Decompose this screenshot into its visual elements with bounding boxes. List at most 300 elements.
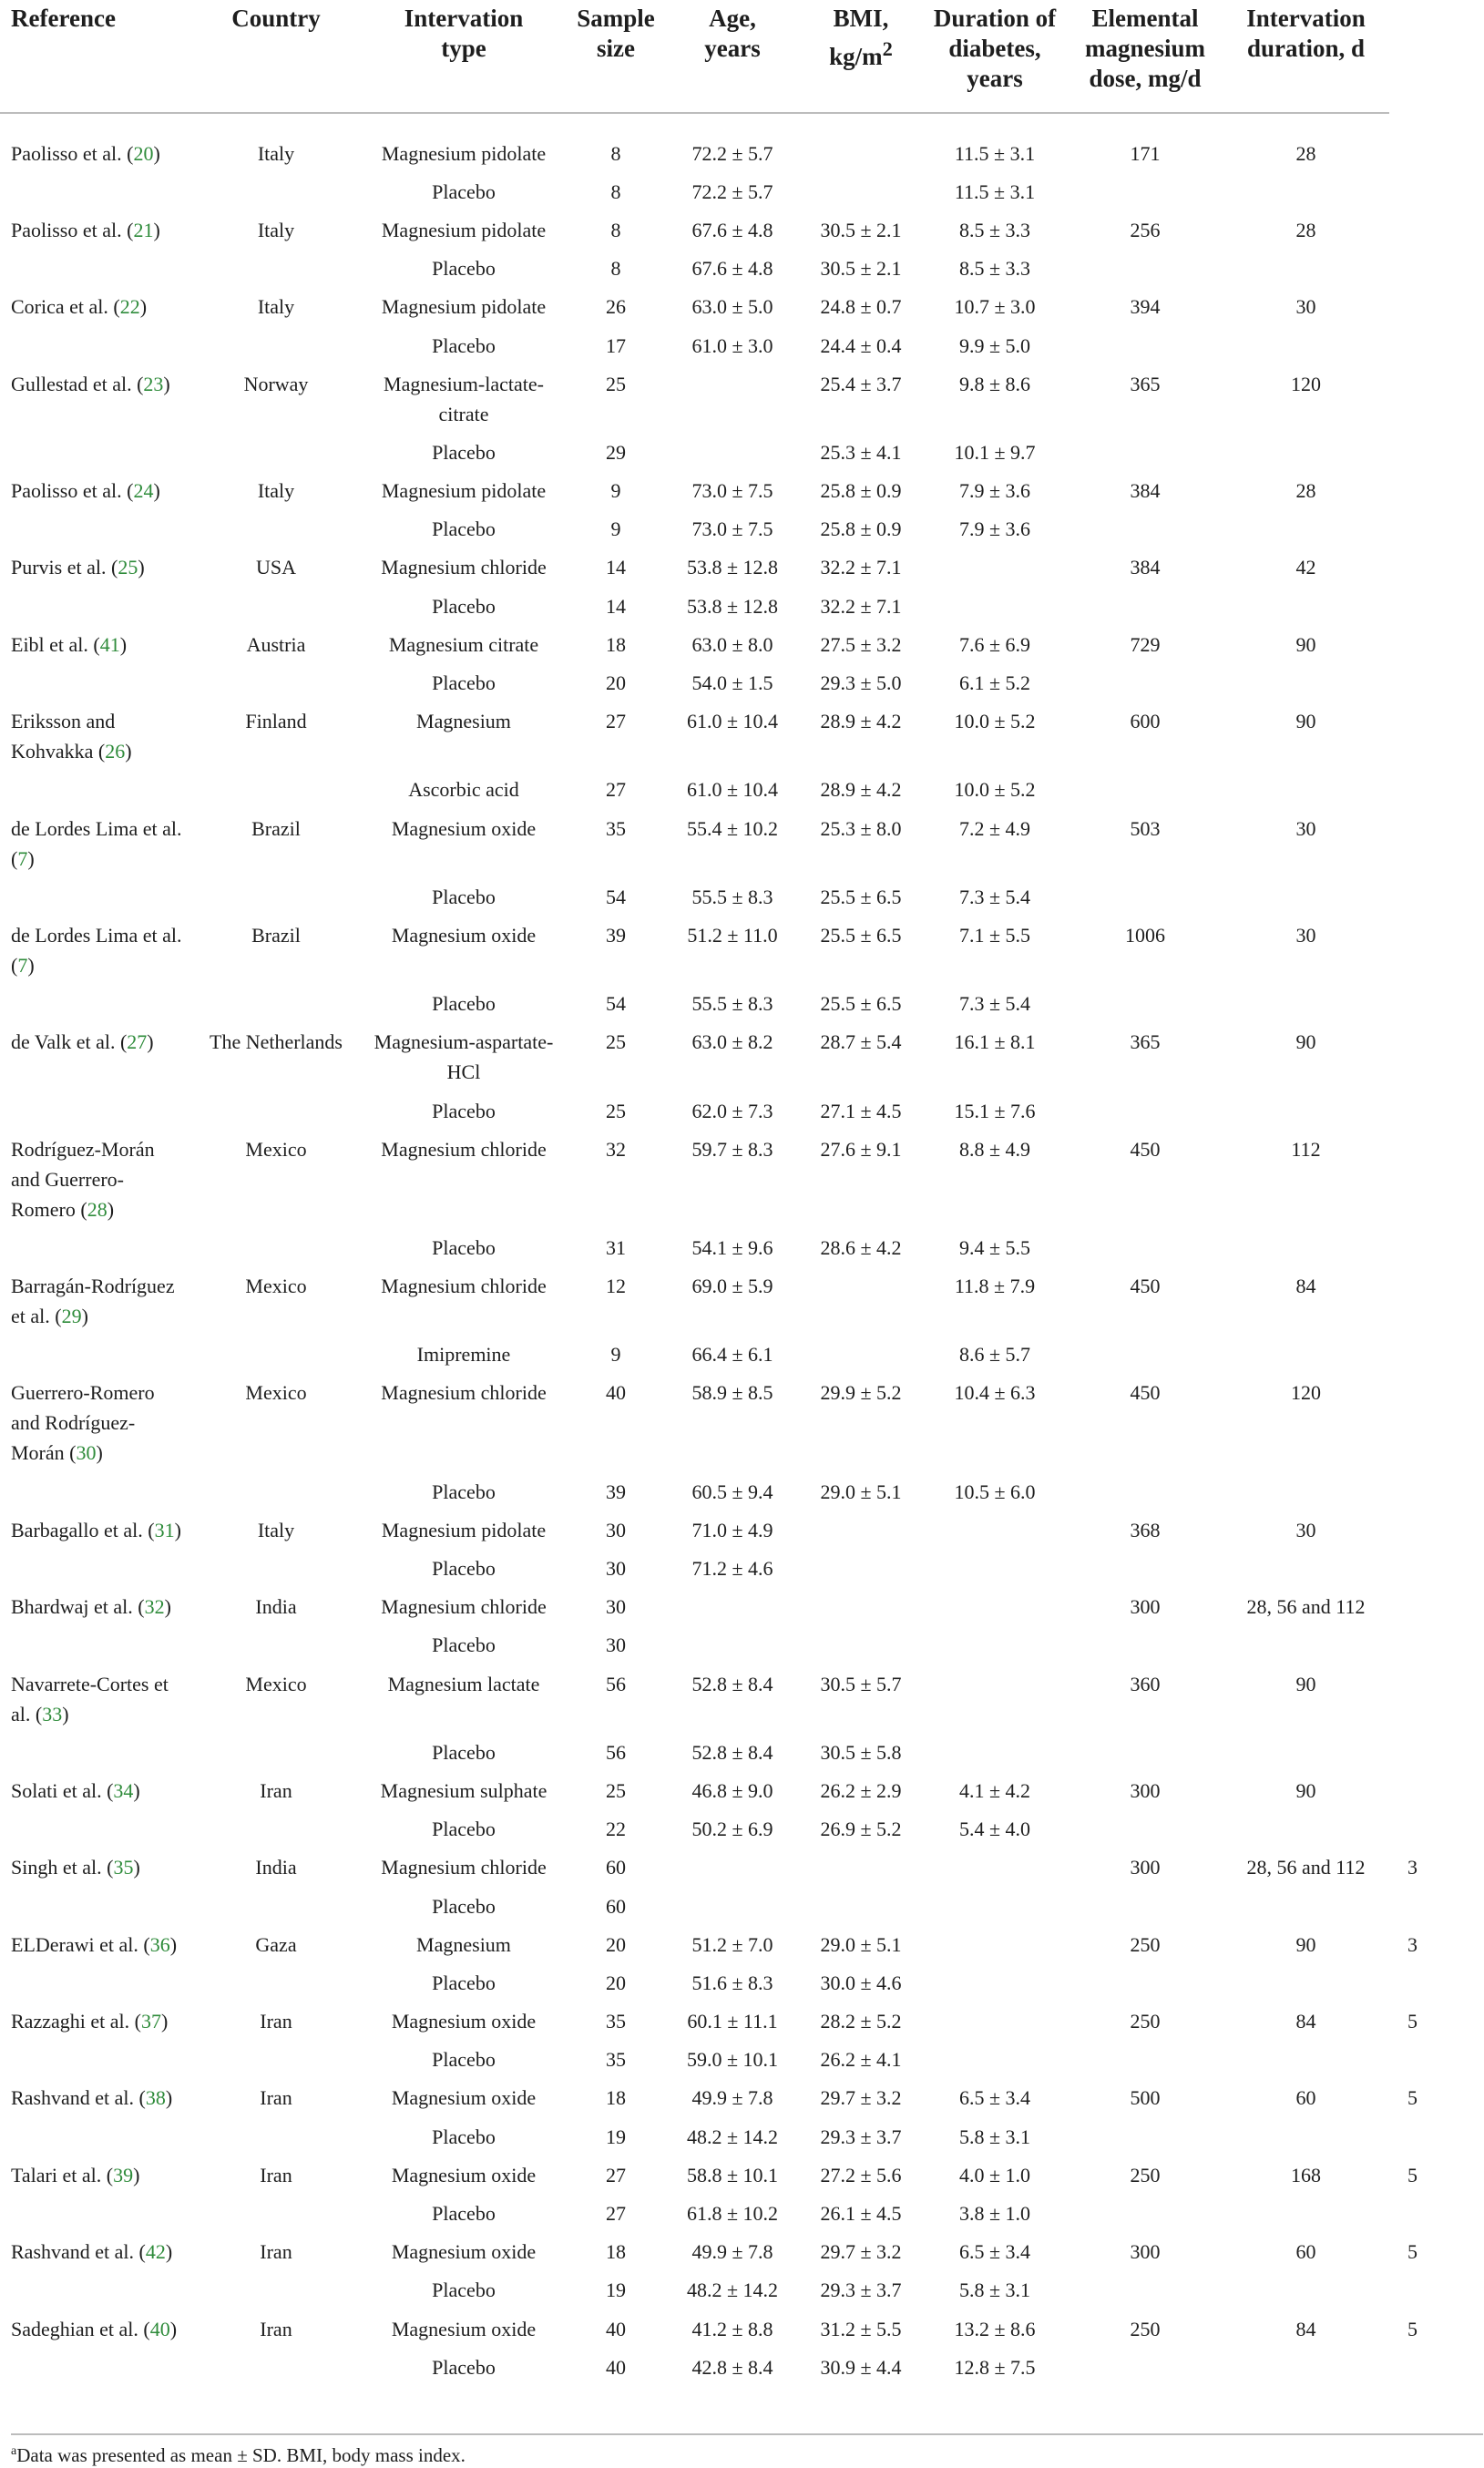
reference-text: Paolisso et al. ( [11,218,134,241]
magnesium-dose-cell: 365 [1130,372,1161,395]
intervation-duration-cell: 30 [1295,295,1316,319]
diabetes-duration-cell [922,1549,1068,1587]
sample-size-cell: 60 [606,1894,626,1918]
reference-cell [0,771,191,809]
age-cell [665,1626,800,1664]
country-cell: Iran [260,2317,292,2340]
age-cell: 67.6 ± 4.8 [691,257,773,281]
reference-cell [0,877,191,916]
intervation-type-cell: Placebo [432,671,496,695]
country-cell: Norway [243,372,309,395]
age-cell: 62.0 ± 7.3 [691,1099,773,1122]
country-cell: Iran [260,1778,292,1802]
citation-close: ) [96,1441,103,1465]
intervation-duration-cell: 30 [1295,816,1316,840]
reference-cell [0,702,191,771]
intervation-duration-cell [1223,2348,1389,2386]
reference-cell [0,364,191,433]
age-cell: 55.5 ± 8.3 [691,992,773,1016]
bmi-cell: 25.8 ± 0.9 [820,479,902,503]
country-cell: Austria [246,632,306,656]
age-cell: 53.8 ± 12.8 [686,594,779,618]
reference-cell [0,663,191,701]
citation-close: ) [174,1518,181,1541]
age-cell: 50.2 ± 6.9 [691,1818,773,1841]
country-cell [191,663,361,701]
bmi-cell: 30.5 ± 2.1 [820,257,902,281]
bmi-cell [800,134,922,172]
age-cell: 55.5 ± 8.3 [691,885,773,908]
sample-size-cell: 27 [606,2163,626,2186]
citation-link[interactable]: 30 [76,1441,97,1465]
diabetes-duration-cell: 7.3 ± 5.4 [958,992,1031,1016]
country-cell: Mexico [245,1137,307,1161]
citation-link[interactable]: 38 [145,2086,166,2110]
citation-close: ) [153,141,160,165]
intervation-duration-cell [1223,2194,1389,2232]
country-cell: Iran [260,2240,292,2264]
magnesium-dose-cell: 365 [1130,1030,1161,1054]
reference-text: Rodríguez-Morán and Guerrero-Romero ( [11,1137,155,1221]
extra-cell [1389,210,1484,249]
bmi-cell: 29.7 ± 3.2 [820,2086,902,2110]
bmi-cell: 24.8 ± 0.7 [820,295,902,319]
country-cell: The Netherlands [210,1030,343,1054]
intervation-duration-cell: 90 [1295,1778,1316,1802]
age-cell: 54.1 ± 9.6 [691,1235,773,1259]
reference-text: Navarrete-Cortes et al. ( [11,1672,169,1726]
citation-link[interactable]: 34 [113,1778,134,1802]
citation-link[interactable]: 41 [99,632,120,656]
extra-cell [1389,1771,1484,1809]
country-cell [191,1887,361,1925]
bmi-cell [800,1267,922,1336]
age-cell: 72.2 ± 5.7 [691,141,773,165]
intervation-type-cell: Magnesium chloride [381,1137,547,1161]
extra-cell [1389,172,1484,210]
magnesium-dose-cell: 503 [1130,816,1161,840]
age-cell [665,1887,800,1925]
reference-text: Gullestad et al. ( [11,372,144,395]
extra-cell [1389,1472,1484,1510]
table-row [0,1848,1484,1887]
diabetes-duration-cell: 10.1 ± 9.7 [954,440,1036,464]
age-cell: 51.2 ± 7.0 [691,1932,773,1956]
extra-cell [1389,364,1484,433]
citation-close: ) [119,632,128,656]
magnesium-dose-cell [1068,510,1223,548]
bmi-cell: 29.9 ± 5.2 [820,1381,902,1405]
intervation-duration-cell: 168 [1291,2163,1321,2186]
header-bmi: BMI, $kg/m^2$ [800,0,922,113]
intervation-duration-cell [1223,587,1389,625]
extra-cell [1389,1374,1484,1472]
reference-text: Barragán-Rodríguez et al. ( [11,1275,175,1328]
sample-size-cell: 14 [606,556,626,579]
citation-link[interactable]: 32 [144,1595,165,1619]
table-row [0,2194,1484,2232]
sample-size-cell: 19 [606,2279,626,2302]
citation-link[interactable]: 23 [143,372,164,395]
citation-link[interactable]: 25 [118,556,138,579]
diabetes-duration-cell: 8.8 ± 4.9 [958,1137,1031,1161]
extra-cell [1389,1549,1484,1587]
age-cell: 48.2 ± 14.2 [686,2125,779,2148]
intervation-type-cell: Magnesium citrate [388,632,539,656]
intervation-type-cell: Placebo [432,2125,496,2148]
table-row [0,1549,1484,1587]
citation-close: ) [81,1305,88,1328]
reference-text: Talari et al. ( [11,2163,114,2186]
table-row [0,625,1484,663]
reference-cell [0,2233,191,2271]
age-cell: 71.0 ± 4.9 [691,1518,773,1541]
reference-cell [0,2079,191,2117]
extra-cell [1389,985,1484,1023]
citation-close: ) [164,1595,171,1619]
diabetes-duration-cell [922,1887,1068,1925]
sample-size-cell: 27 [606,710,626,733]
citation-link[interactable]: 37 [140,2010,161,2033]
age-cell [665,1848,800,1887]
table-row [0,2079,1484,2117]
citation-close: ) [27,846,35,870]
reference-cell [0,1887,191,1925]
reference-cell [0,1733,191,1771]
extra-cell [1389,1626,1484,1664]
reference-cell [0,1510,191,1549]
reference-cell [0,2002,191,2041]
sample-size-cell: 56 [606,1740,626,1764]
country-cell: Italy [257,479,295,503]
intervation-duration-cell [1223,2117,1389,2156]
intervation-type-cell: Placebo [432,992,496,1016]
reference-text: ELDerawi et al. ( [11,1932,150,1956]
magnesium-dose-cell [1068,1810,1223,1848]
reference-text: Rashvand et al. ( [11,2240,146,2264]
table-row [0,288,1484,326]
intervation-type-cell: Placebo [432,1818,496,1841]
magnesium-dose-cell: 729 [1130,632,1161,656]
diabetes-duration-cell [922,2041,1068,2079]
citation-close: ) [165,2240,173,2264]
country-cell: Brazil [251,816,301,840]
age-cell [665,433,800,471]
sample-size-cell: 14 [606,594,626,618]
intervation-duration-cell: 120 [1291,1381,1321,1405]
citation-close: ) [163,372,170,395]
header-spacer [0,113,1484,134]
table-row [0,1963,1484,2002]
intervation-duration-cell: 90 [1295,1932,1316,1956]
reference-text: Eriksson and Kohvakka ( [11,710,116,763]
intervation-type-cell: Placebo [432,2355,496,2379]
bmi-cell: 27.6 ± 9.1 [820,1137,902,1161]
reference-cell [0,1374,191,1472]
country-cell [191,2348,361,2386]
diabetes-duration-cell: 9.8 ± 8.6 [958,372,1031,395]
magnesium-dose-cell: 300 [1130,1856,1161,1879]
diabetes-duration-cell: 16.1 ± 8.1 [954,1030,1036,1054]
extra-cell [1389,472,1484,510]
reference-cell [0,2156,191,2194]
magnesium-dose-cell [1068,587,1223,625]
sample-size-cell: 22 [606,1818,626,1841]
reference-text: Paolisso et al. ( [11,479,134,503]
country-cell [191,1549,361,1587]
country-cell [191,771,361,809]
citation-close: ) [107,1197,115,1221]
magnesium-dose-cell: 256 [1130,218,1161,241]
reference-cell [0,472,191,510]
country-cell [191,877,361,916]
citation-link[interactable]: 20 [133,141,154,165]
magnesium-dose-cell: 394 [1130,295,1161,319]
citation-link[interactable]: 27 [127,1030,148,1054]
citation-link[interactable]: 29 [61,1305,82,1328]
reference-cell [0,587,191,625]
extra-cell [1389,625,1484,663]
table-row [0,1810,1484,1848]
reference-cell [0,134,191,172]
reference-cell [0,548,191,587]
diabetes-duration-cell: 7.2 ± 4.9 [958,816,1031,840]
intervation-type-cell: Placebo [432,2202,496,2226]
reference-text: Bhardwaj et al. ( [11,1595,145,1619]
magnesium-dose-cell [1068,2041,1223,2079]
intervation-duration-cell [1223,1091,1389,1130]
diabetes-duration-cell: 9.4 ± 5.5 [958,1235,1031,1259]
magnesium-dose-cell [1068,2271,1223,2309]
intervation-type-cell: Magnesium [416,1932,511,1956]
reference-text: Singh et al. ( [11,1856,114,1879]
age-cell: 58.9 ± 8.5 [691,1381,773,1405]
extra-cell [1389,2348,1484,2386]
intervation-duration-cell: 120 [1291,372,1321,395]
table-row [0,472,1484,510]
country-cell: Mexico [245,1381,307,1405]
sample-size-cell: 19 [606,2125,626,2148]
intervation-duration-cell [1223,1626,1389,1664]
intervation-type-cell: Placebo [432,1894,496,1918]
bmi-cell: 27.2 ± 5.6 [820,2163,902,2186]
intervation-type-cell: Magnesium oxide [391,2317,537,2340]
intervation-type-cell: Magnesium oxide [391,2086,537,2110]
reference-cell [0,210,191,249]
citation-link[interactable]: 22 [119,295,140,319]
bmi-cell: 26.2 ± 2.9 [820,1778,902,1802]
bmi-cell: 25.8 ± 0.9 [820,517,902,541]
reference-cell [0,2194,191,2232]
diabetes-duration-cell [922,1510,1068,1549]
magnesium-dose-cell [1068,1228,1223,1266]
citation-link[interactable]: 28 [87,1197,107,1221]
magnesium-dose-cell: 1006 [1125,923,1165,947]
country-cell [191,2117,361,2156]
country-cell: Gaza [255,1932,297,1956]
table-row [0,1374,1484,1472]
diabetes-duration-cell [922,1963,1068,2002]
table-footnote [11,2440,466,2467]
sample-size-cell: 20 [606,1971,626,1994]
bmi-cell: 27.5 ± 3.2 [820,632,902,656]
citation-link[interactable]: 21 [133,218,154,241]
reference-text: de Lordes Lima et al. ( [11,816,182,870]
citation-link[interactable]: 24 [133,479,154,503]
extra-cell: 3 [1407,1932,1417,1956]
header-intervation-duration: Intervation duration, d [1223,0,1389,113]
citation-close: ) [125,740,132,763]
reference-cell [0,1130,191,1228]
reference-cell [0,1925,191,1963]
country-cell [191,2271,361,2309]
sample-size-cell: 30 [606,1633,626,1657]
country-cell [191,1472,361,1510]
country-cell [191,1626,361,1664]
citation-close: ) [169,2317,178,2340]
bmi-cell: 32.2 ± 7.1 [820,594,902,618]
intervation-type-cell: Magnesium oxide [391,816,537,840]
table-row [0,1472,1484,1510]
magnesium-dose-cell [1068,2348,1223,2386]
age-cell: 48.2 ± 14.2 [686,2279,779,2302]
magnesium-dose-cell [1068,771,1223,809]
bmi-cell [800,1588,922,1626]
diabetes-duration-cell [922,1664,1068,1733]
intervation-duration-cell: 60 [1295,2240,1316,2264]
citation-close: ) [139,295,148,319]
extra-cell [1389,2194,1484,2232]
citation-link[interactable]: 7 [17,846,28,870]
intervation-type-cell: Magnesium chloride [381,1381,547,1405]
bmi-cell: 31.2 ± 5.5 [820,2317,902,2340]
intervation-type-cell: Magnesium-aspartate-HCl [374,1030,554,1084]
magnesium-dose-cell [1068,1887,1223,1925]
citation-link[interactable]: 40 [149,2317,170,2340]
age-cell: 53.8 ± 12.8 [686,556,779,579]
intervation-duration-cell: 90 [1295,632,1316,656]
intervation-duration-cell [1223,1472,1389,1510]
citation-link[interactable]: 33 [42,1702,63,1726]
extra-cell [1389,1588,1484,1626]
sample-size-cell: 25 [606,372,626,395]
intervation-duration-cell: 84 [1295,2010,1316,2033]
intervation-duration-cell: 30 [1295,923,1316,947]
intervation-type-cell: Placebo [432,1235,496,1259]
diabetes-duration-cell [922,1733,1068,1771]
citation-link[interactable]: 31 [154,1518,175,1541]
age-cell: 60.5 ± 9.4 [691,1480,773,1503]
citation-link[interactable]: 26 [105,740,126,763]
citation-close: ) [147,1030,154,1054]
country-cell [191,250,361,288]
reference-cell [0,1091,191,1130]
citation-link[interactable]: 7 [17,953,28,977]
country-cell: Italy [257,295,295,319]
age-cell: 59.7 ± 8.3 [691,1137,773,1161]
citation-link[interactable]: 39 [113,2163,134,2186]
country-cell [191,1963,361,2002]
intervation-duration-cell [1223,172,1389,210]
magnesium-dose-cell: 450 [1130,1137,1161,1161]
magnesium-dose-cell [1068,2117,1223,2156]
diabetes-duration-cell: 10.4 ± 6.3 [954,1381,1036,1405]
magnesium-dose-cell: 300 [1130,1778,1161,1802]
intervation-duration-cell [1223,663,1389,701]
diabetes-duration-cell: 7.9 ± 3.6 [958,517,1031,541]
reference-cell [0,288,191,326]
footnote-text: Data was presented as mean ± SD. BMI, body mass index. [16,2444,466,2466]
reference-cell [0,510,191,548]
citation-close: ) [133,2163,140,2186]
sample-size-cell: 30 [606,1595,626,1619]
age-cell: 59.0 ± 10.1 [686,2048,779,2072]
extra-cell [1389,663,1484,701]
age-cell: 61.8 ± 10.2 [686,2202,779,2226]
extra-cell [1389,2117,1484,2156]
reference-cell [0,1336,191,1374]
citation-close: ) [169,1932,178,1956]
country-cell [191,1228,361,1266]
age-cell: 55.4 ± 10.2 [686,816,779,840]
reference-cell [0,172,191,210]
table-row [0,587,1484,625]
bmi-cell [800,1510,922,1549]
intervation-duration-cell: 90 [1295,1672,1316,1695]
sample-size-cell: 39 [606,1480,626,1503]
reference-cell [0,1626,191,1664]
intervation-type-cell: Magnesium lactate [387,1672,540,1695]
reference-cell [0,1810,191,1848]
bmi-cell [800,1848,922,1887]
reference-cell [0,326,191,364]
header-age: Age, years [665,0,800,113]
country-cell [191,326,361,364]
reference-cell [0,1588,191,1626]
extra-cell [1389,1510,1484,1549]
intervation-type-cell: Placebo [432,2279,496,2302]
country-cell [191,510,361,548]
intervation-type-cell: Placebo [432,1740,496,1764]
citation-link[interactable]: 35 [113,1856,134,1879]
citation-link[interactable]: 36 [149,1932,170,1956]
country-cell: Italy [257,1518,295,1541]
sample-size-cell: 25 [606,1778,626,1802]
sample-size-cell: 8 [610,179,621,203]
citation-link[interactable]: 42 [145,2240,166,2264]
reference-cell [0,1848,191,1887]
intervation-duration-cell [1223,1963,1389,2002]
reference-cell [0,1472,191,1510]
reference-text: Razzaghi et al. ( [11,2010,141,2033]
table-row [0,134,1484,172]
intervation-duration-cell: 42 [1295,556,1316,579]
intervation-type-cell: Magnesium chloride [381,1275,547,1298]
sample-size-cell: 8 [610,141,621,165]
age-cell: 58.8 ± 10.1 [686,2163,779,2186]
reference-cell [0,1267,191,1336]
bmi-cell: 26.2 ± 4.1 [820,2048,902,2072]
age-cell: 61.0 ± 3.0 [691,333,773,357]
sample-size-cell: 60 [606,1856,626,1879]
bmi-cell: 29.7 ± 3.2 [820,2240,902,2264]
extra-cell [1389,1228,1484,1266]
extra-cell [1389,1963,1484,2002]
reference-cell [0,250,191,288]
extra-cell [1389,771,1484,809]
age-cell: 61.0 ± 10.4 [686,710,779,733]
intervation-duration-cell [1223,1733,1389,1771]
